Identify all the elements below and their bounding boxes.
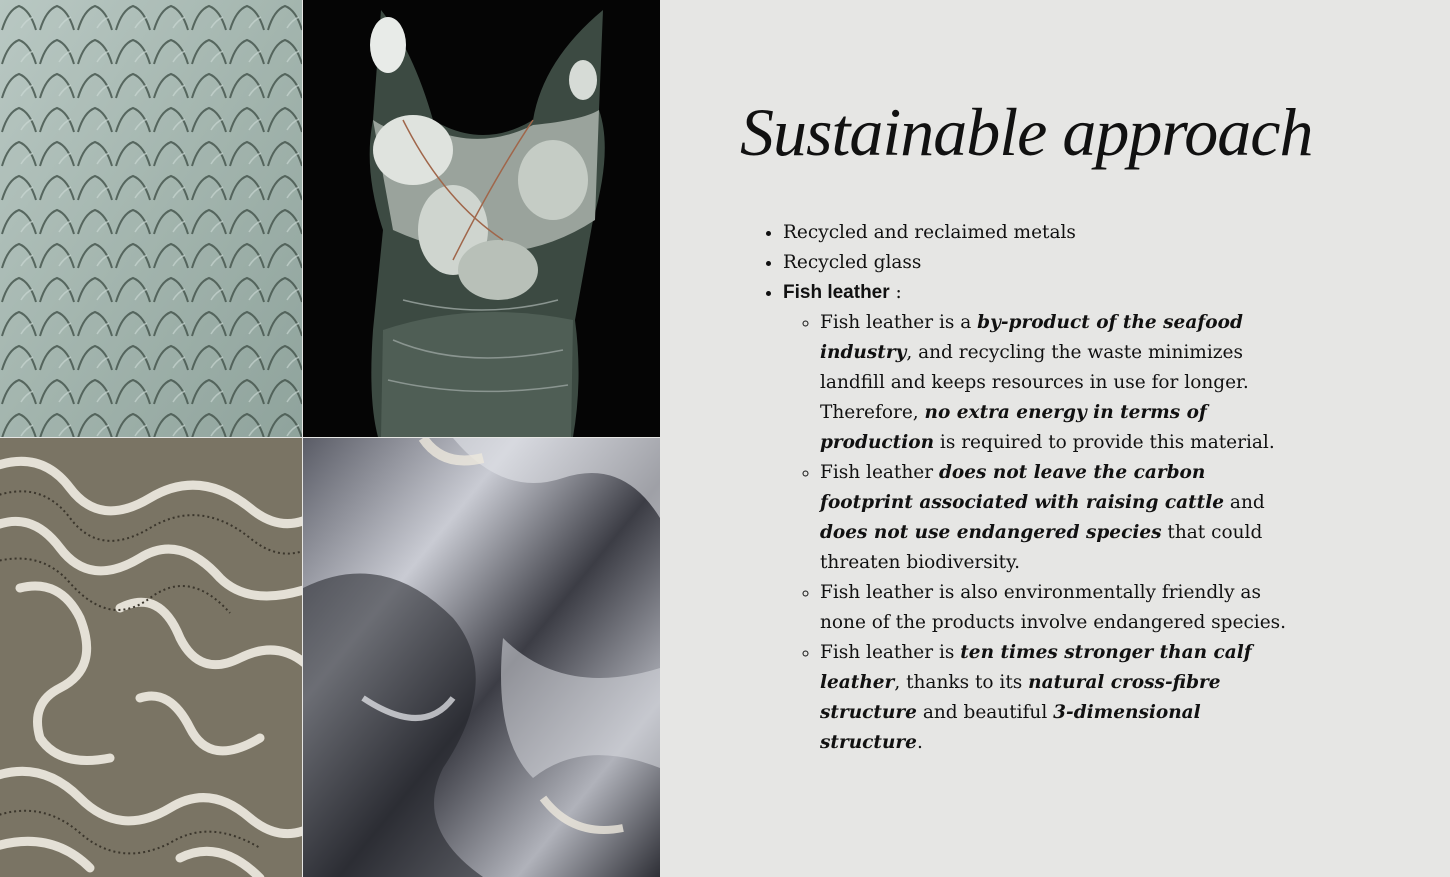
- list-item-text: Recycled glass: [783, 252, 922, 273]
- list-item-recycled-metals: [783, 218, 1303, 248]
- fish-leather-point: [820, 458, 1303, 578]
- point-emphasis: no extra energy in terms of production: [820, 402, 1207, 453]
- point-text: Fish leather: [820, 462, 939, 483]
- fish-leather-colon: :: [889, 282, 902, 303]
- text-panel: [740, 90, 1420, 758]
- point-text: , thanks to its: [894, 672, 1029, 693]
- point-text: Fish leather is also environmentally friendly as none of the products involve endangered species.: [820, 582, 1287, 633]
- point-text: , and recycling the waste minimizes landfill and keeps resources in use for longer. Therefore,: [820, 342, 1249, 423]
- fish-leather-point: [820, 638, 1303, 758]
- wire-glass-dress-sculpture-photo: [303, 0, 660, 437]
- point-emphasis: natural cross-fibre structure: [820, 672, 1221, 723]
- point-emphasis: does not use endangered species: [820, 522, 1162, 543]
- fish-leather-label: Fish leather: [783, 282, 890, 303]
- point-emphasis: by-product of the seafood industry: [820, 312, 1243, 363]
- point-emphasis: 3-dimensional structure: [820, 702, 1201, 753]
- page-title: Sustainable approach: [740, 94, 1313, 170]
- point-text: and beautiful: [916, 702, 1054, 723]
- fish-leather-points: [783, 308, 1303, 758]
- crumpled-metal-texture-photo: [303, 438, 660, 877]
- fish-leather-point: [820, 308, 1303, 458]
- image-collage: [0, 0, 660, 877]
- list-item-text: Recycled and reclaimed metals: [783, 222, 1076, 243]
- point-text: Fish leather is a: [820, 312, 978, 333]
- point-text: is required to provide this material.: [934, 432, 1275, 453]
- materials-list: [740, 218, 1303, 758]
- brain-coral-texture-photo: [0, 438, 302, 877]
- point-emphasis: ten times stronger than calf leather: [820, 642, 1252, 693]
- point-text: that could threaten biodiversity.: [820, 522, 1263, 573]
- point-text: and: [1224, 492, 1265, 513]
- point-text: Fish leather is: [820, 642, 961, 663]
- point-text: .: [916, 732, 923, 753]
- list-item-fish-leather: [783, 278, 1303, 758]
- list-item-recycled-glass: [783, 248, 1303, 278]
- fish-leather-point: [820, 578, 1303, 638]
- fish-leather-texture-photo: [0, 0, 302, 437]
- point-emphasis: does not leave the carbon footprint associated with raising cattle: [820, 462, 1225, 513]
